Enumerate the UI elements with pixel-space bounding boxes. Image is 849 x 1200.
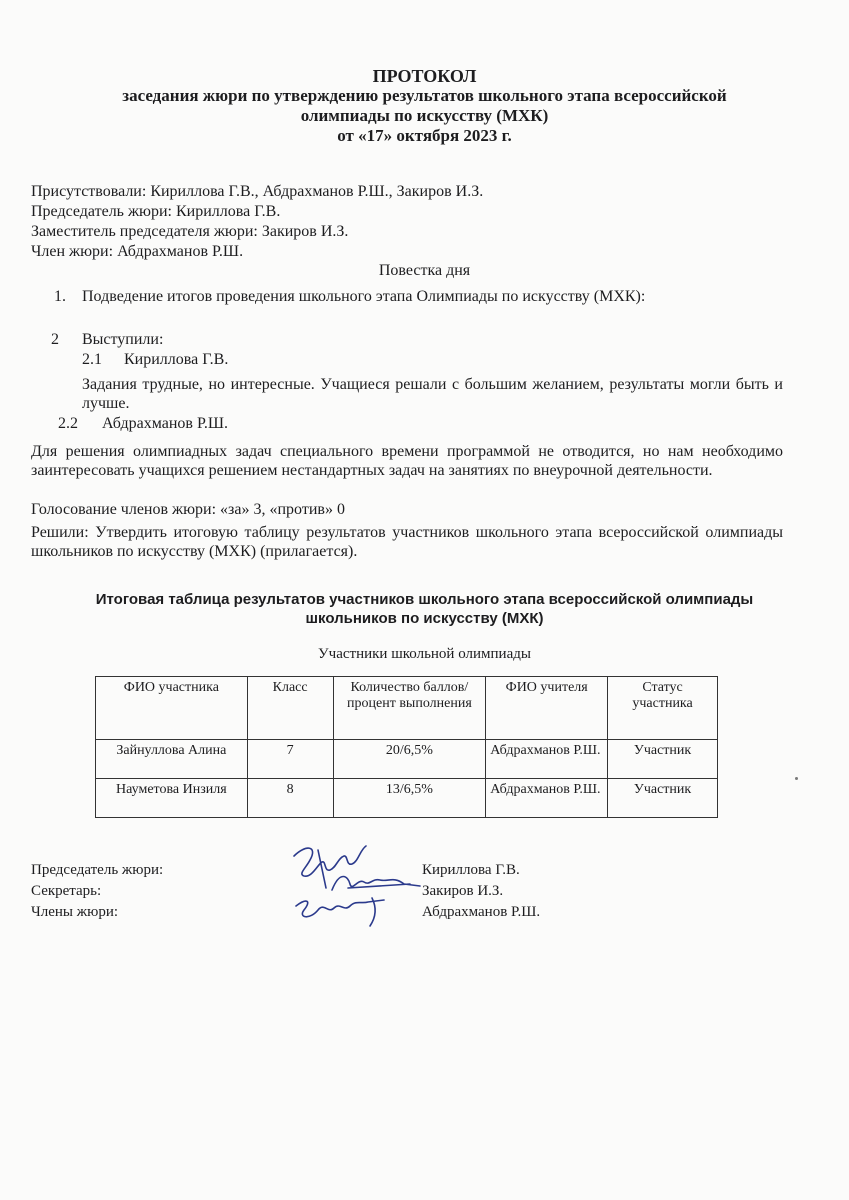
cell-teacher: Абдрахманов Р.Ш.: [486, 740, 608, 779]
results-table-header-row: [96, 677, 718, 740]
speech2-number: 2.2: [58, 415, 78, 432]
chair-role: Председатель жюри:: [31, 862, 164, 878]
speech1-name: Кириллова Г.В.: [124, 351, 229, 368]
results-table-title: [0, 590, 849, 628]
attendance-member: Член жюри: Абдрахманов Р.Ш.: [31, 243, 244, 260]
table-row: [96, 779, 718, 818]
cell-score: 20/6,5%: [333, 740, 486, 779]
scan-speck: [795, 777, 798, 780]
cell-participant-name: Зайнуллова Алина: [96, 740, 248, 779]
agenda-heading: Повестка дня: [378, 262, 471, 279]
results-table-caption: Участники школьной олимпиады: [318, 646, 531, 662]
signatures-names: [422, 860, 540, 923]
agenda-item-number: 1.: [54, 288, 66, 305]
secretary-role: Секретарь:: [31, 883, 102, 899]
speech2-text: Для решения олимпиадных задач специального времени программой не отводится, но нам необходимо заинтересовать учащихся решением нестандартных задач на занятиях по внеурочной деятельности.: [31, 443, 783, 479]
members-name: Абдрахманов Р.Ш.: [422, 904, 541, 920]
speeches-section-label: Выступили:: [82, 331, 164, 348]
secretary-name: Закиров И.З.: [422, 883, 504, 899]
header-participant-name: ФИО участника: [96, 677, 248, 740]
results-table-title-line2: школьников по искусству (МХК): [305, 610, 544, 627]
table-row: [96, 740, 718, 779]
document-subtitle-line1: заседания жюри по утверждению результатов школьного этапа всероссийской: [122, 86, 727, 105]
header-teacher: ФИО учителя: [486, 677, 608, 740]
document-title: ПРОТОКОЛ: [372, 66, 477, 86]
header-grade: Класс: [247, 677, 333, 740]
cell-grade: 7: [247, 740, 333, 779]
signatures-roles: [31, 860, 163, 923]
document-subtitle-line2: олимпиады по искусству (МХК): [300, 106, 549, 125]
document-header: [0, 66, 849, 146]
attendance-deputy: Заместитель председателя жюри: Закиров И.З.: [31, 223, 349, 240]
attendance-chair: Председатель жюри: Кириллова Г.В.: [31, 203, 281, 220]
cell-teacher: Абдрахманов Р.Ш.: [486, 779, 608, 818]
speech1-text: Задания трудные, но интересные. Учащиеся решали с большим желанием, результаты могли быть и лучше.: [82, 376, 783, 412]
speeches-section-number: 2: [51, 331, 59, 348]
results-table-title-line1: Итоговая таблица результатов участников школьного этапа всероссийской олимпиады: [95, 591, 754, 608]
attendance-present: Присутствовали: Кириллова Г.В., Абдрахманов Р.Ш., Закиров И.З.: [31, 183, 484, 200]
speech1-number: 2.1: [82, 351, 102, 368]
handwritten-signatures: [288, 840, 424, 928]
header-score: Количество баллов/процент выполнения: [333, 677, 486, 740]
vote-result: Голосование членов жюри: «за» 3, «против» 0: [31, 501, 345, 518]
cell-grade: 8: [247, 779, 333, 818]
document-date: от «17» октября 2023 г.: [337, 126, 512, 145]
chair-name: Кириллова Г.В.: [422, 862, 520, 878]
agenda-item-text: Подведение итогов проведения школьного этапа Олимпиады по искусству (МХК):: [82, 288, 646, 305]
cell-status: Участник: [608, 740, 718, 779]
speech2-name: Абдрахманов Р.Ш.: [102, 415, 228, 432]
members-role: Члены жюри:: [31, 904, 119, 920]
cell-participant-name: Науметова Инзиля: [96, 779, 248, 818]
decision-text: Решили: Утвердить итоговую таблицу результатов участников школьного этапа всероссийской олимпиады школьников по искусству (МХК) (прилагается).: [31, 524, 783, 560]
cell-score: 13/6,5%: [333, 779, 486, 818]
results-table: [95, 676, 718, 818]
header-status: Статус участника: [608, 677, 718, 740]
cell-status: Участник: [608, 779, 718, 818]
